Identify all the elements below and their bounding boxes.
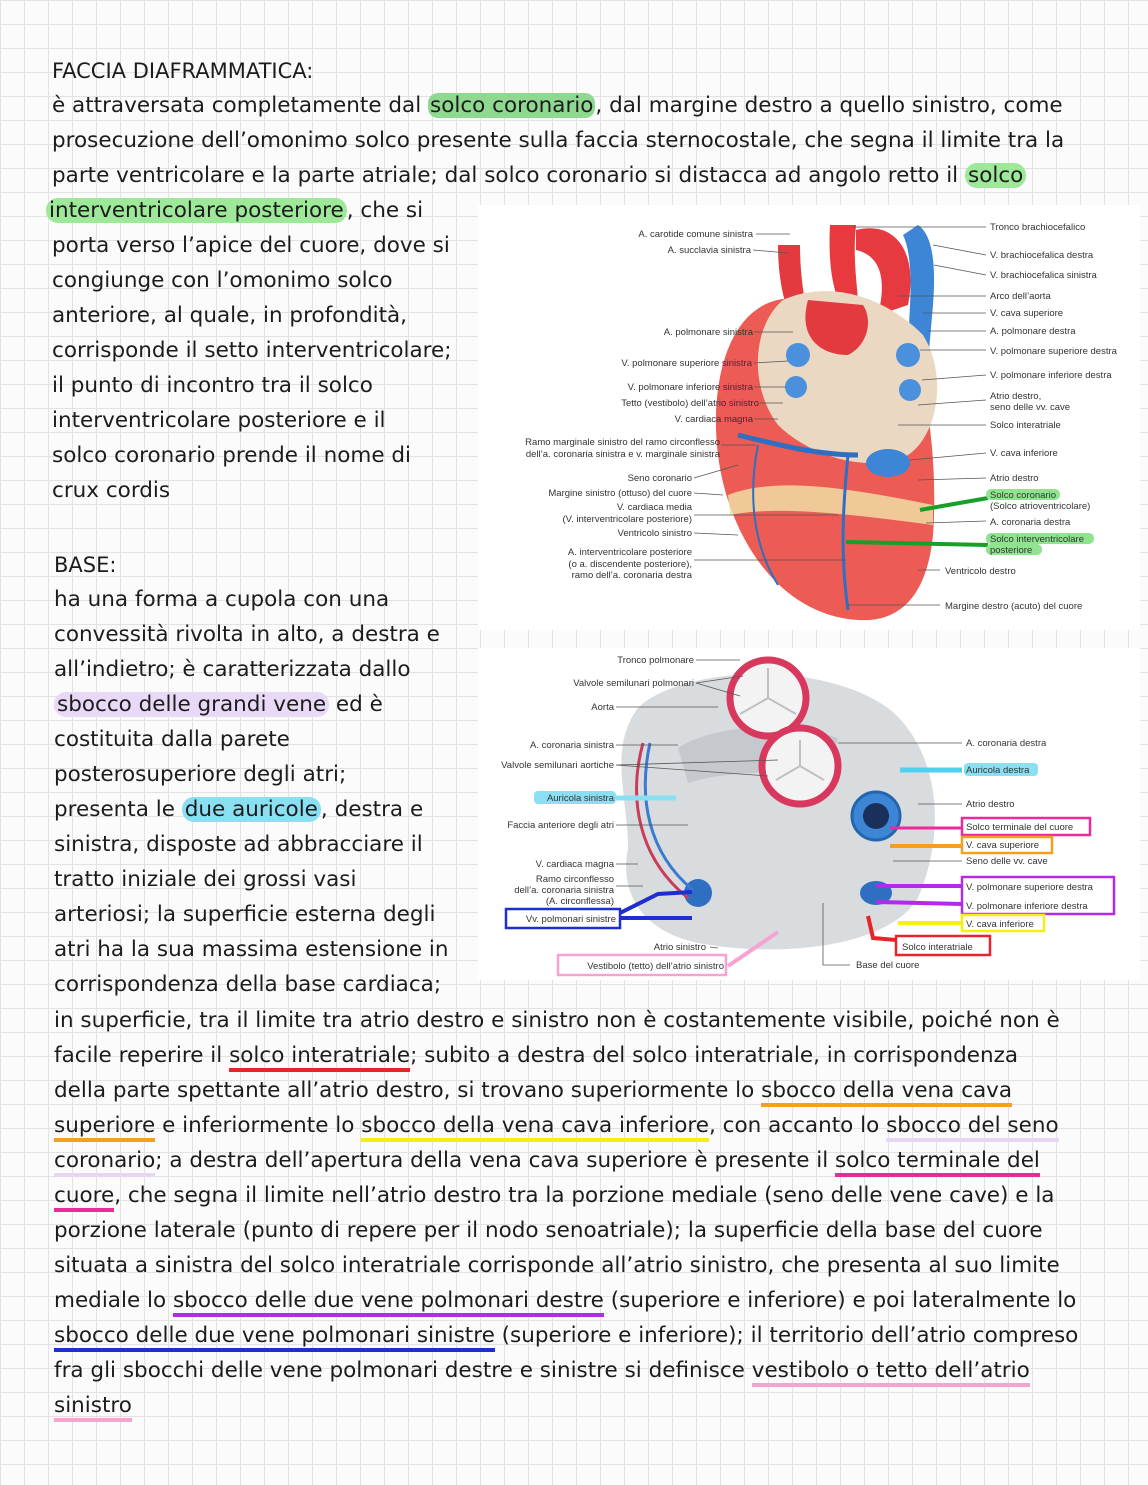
figure-label: V. polmonare superiore destra bbox=[966, 882, 1093, 893]
right-pulmonary-vein-sup bbox=[896, 343, 920, 367]
figure-label: (Solco atrioventricolare) bbox=[990, 501, 1091, 512]
text: fra gli sbocchi delle vene polmonari destre e sinistre si definisce bbox=[54, 1358, 752, 1383]
figure-label: Vestibolo (tetto) dell’atrio sinistro bbox=[587, 961, 724, 972]
figure-label: A. coronaria destra bbox=[966, 738, 1047, 749]
figure-label: dell’a. coronaria sinistra bbox=[514, 885, 614, 896]
text: , che segna il limite nell’atrio destro tra la porzione mediale (seno delle vene cave) e la bbox=[114, 1183, 1055, 1208]
figure-label: V. cardiaca media bbox=[616, 502, 692, 513]
text: ed è bbox=[329, 692, 383, 717]
highlight-due-auricole: due auricole bbox=[182, 797, 321, 822]
text-line: in superficie, tra il limite tra atrio destro e sinistro non è costantemente visibile, poiché non è bbox=[54, 1008, 1060, 1033]
text: , dal margine destro a quello sinistro, come bbox=[595, 93, 1063, 118]
text: ; subito a destra del solco interatriale, in corrispondenza bbox=[410, 1043, 1019, 1068]
inferior-vena-cava-shape bbox=[866, 449, 910, 477]
text-line: sinistra, disposte ad abbracciare il bbox=[54, 832, 423, 857]
text: è attraversata completamente dal bbox=[52, 93, 429, 118]
figure-label: Seno coronario bbox=[627, 473, 692, 484]
figure-label: Atrio destro bbox=[966, 799, 1015, 810]
text-line: anteriore, al quale, in profondità, bbox=[52, 303, 408, 328]
figure-label: Tronco polmonare bbox=[617, 655, 694, 666]
figure-label: Atrio destro, bbox=[990, 391, 1042, 402]
figure-label: Ventricolo sinistro bbox=[617, 528, 692, 539]
highlight-solco-coronario: solco coronario bbox=[430, 93, 594, 118]
figure-label: Atrio sinistro bbox=[653, 942, 706, 953]
underline-seno-coronario: sbocco del seno bbox=[886, 1113, 1059, 1142]
text-line: arteriosi; la superficie esterna degli bbox=[54, 902, 436, 927]
figure-label: (V. interventricolare posteriore) bbox=[562, 514, 692, 525]
text-line: prosecuzione dell’omonimo solco presente sulla faccia sternocostale, che segna il limite tra la bbox=[52, 128, 1065, 153]
underline-cuore: cuore bbox=[54, 1183, 114, 1212]
text-line: crux cordis bbox=[52, 478, 171, 503]
figure-label: seno delle vv. cave bbox=[990, 402, 1071, 413]
underline-vestibolo: vestibolo o tetto dell’atrio bbox=[752, 1358, 1030, 1387]
figure-label: Vv. polmonari sinistre bbox=[525, 914, 616, 925]
figure-label: Atrio destro bbox=[990, 473, 1039, 484]
heading-base: BASE: bbox=[54, 553, 117, 577]
figure-label: Seno delle vv. cave bbox=[966, 856, 1048, 867]
figure-label: Ramo marginale sinistro del ramo circonflesso bbox=[525, 437, 720, 448]
figure-heart-base bbox=[478, 648, 1140, 980]
figure-label: Tronco brachiocefalico bbox=[990, 222, 1086, 233]
text-line: porzione laterale (punto di repere per il nodo senoatriale); la superficie della base del cuore bbox=[54, 1218, 1043, 1243]
text: , destra e bbox=[320, 797, 424, 822]
figure-label: Ramo circonflesso bbox=[535, 874, 614, 885]
paragraph-superficie bbox=[54, 1003, 1078, 1423]
figure-label: Solco interatriale bbox=[902, 942, 973, 953]
figure-label: V. cava superiore bbox=[990, 308, 1064, 319]
figure-label: V. polmonare superiore sinistra bbox=[621, 358, 752, 369]
text-line: all’indietro; è caratterizzata dallo bbox=[54, 657, 411, 682]
text: facile reperire il bbox=[54, 1043, 230, 1068]
text-line: ha una forma a cupola con una bbox=[54, 587, 390, 612]
figure-label: Solco terminale del cuore bbox=[966, 822, 1074, 833]
text: ; a destra dell’apertura della vena cava superiore è presente il bbox=[155, 1148, 836, 1173]
underline-vene-polmonari-sinistre: sbocco delle due vene polmonari sinistre bbox=[54, 1323, 495, 1352]
text: mediale lo bbox=[54, 1288, 173, 1313]
underline-vena-cava-superiore: sbocco della vena cava bbox=[761, 1078, 1012, 1107]
figure-label: A. succlavia sinistra bbox=[667, 245, 751, 256]
underline-sinistro: sinistro bbox=[54, 1393, 132, 1422]
figure-label: V. polmonare inferiore destra bbox=[966, 901, 1088, 912]
figure-label: Valvole semilunari aortiche bbox=[501, 760, 614, 771]
text-line: porta verso l’apice del cuore, dove si bbox=[52, 233, 450, 258]
text-line: corrispondenza della base cardiaca; bbox=[54, 972, 442, 997]
left-pulmonary-vein-inf bbox=[785, 376, 807, 398]
figure-label: Auricola destra bbox=[966, 765, 1030, 776]
svc-lumen bbox=[863, 803, 889, 829]
figure-label: V. polmonare inferiore destra bbox=[990, 370, 1112, 381]
figure-label: Solco interatriale bbox=[990, 420, 1061, 431]
figure-label: V. polmonare superiore destra bbox=[990, 346, 1117, 357]
highlight-solco: solco bbox=[965, 163, 1026, 188]
underline-vene-polmonari-destre: sbocco delle due vene polmonari destre bbox=[173, 1288, 604, 1317]
text-line: solco coronario prende il nome di bbox=[52, 443, 412, 468]
figure-heart-posterior bbox=[478, 205, 1140, 630]
right-pulmonary-vein-inf bbox=[899, 379, 921, 401]
text-line: interventricolare posteriore e il bbox=[52, 408, 386, 433]
figure-label: V. brachiocefalica sinistra bbox=[990, 270, 1097, 281]
figure-label: Base del cuore bbox=[856, 960, 920, 971]
left-pulmonary-vein-sup bbox=[786, 343, 810, 367]
figure1-left-labels bbox=[525, 229, 759, 581]
underline-solco-interatriale: solco interatriale bbox=[229, 1043, 410, 1072]
figure-label: dell’a. coronaria sinistra e v. marginale sinistra bbox=[525, 449, 720, 460]
heading-faccia-diaframmatica: FACCIA DIAFRAMMATICA: bbox=[52, 59, 314, 83]
highlight-sbocco-grandi-vene: sbocco delle grandi vene bbox=[54, 692, 329, 717]
figure-label: Margine sinistro (ottuso) del cuore bbox=[548, 488, 692, 499]
figure-label: Margine destro (acuto) del cuore bbox=[945, 601, 1083, 612]
text-line: situata a sinistra del solco interatriale corrisponde all’atrio sinistro, che presenta al suo limite bbox=[54, 1253, 1060, 1278]
underline-solco-terminale: solco terminale del bbox=[835, 1148, 1040, 1177]
figure-label: ramo dell’a. coronaria destra bbox=[571, 570, 692, 581]
heart-posterior-illustration bbox=[478, 205, 1140, 630]
heart-base-illustration bbox=[478, 648, 1140, 980]
text: presenta le bbox=[54, 797, 182, 822]
underline-superiore: superiore bbox=[54, 1113, 155, 1142]
underline-vena-cava-inferiore: sbocco della vena cava inferiore bbox=[361, 1113, 709, 1142]
text: , con accanto lo bbox=[709, 1113, 887, 1138]
text: (superiore e inferiore); il territorio dell’atrio compreso bbox=[494, 1323, 1079, 1348]
figure-label: A. carotide comune sinistra bbox=[638, 229, 753, 240]
figure-label: V. cava inferiore bbox=[966, 919, 1034, 930]
figure-label: Aorta bbox=[591, 702, 614, 713]
figure-label: V. cardiaca magna bbox=[674, 414, 753, 425]
figure-label: A. coronaria sinistra bbox=[530, 740, 614, 751]
text-line: convessità rivolta in alto, a destra e bbox=[54, 622, 440, 647]
text: della parte spettante all’atrio destro, si trovano superiormente lo bbox=[54, 1078, 762, 1103]
figure-label: Solco interventricolare bbox=[990, 534, 1084, 545]
text-line: corrisponde il setto interventricolare; bbox=[52, 338, 452, 363]
text-line: costituita dalla parete bbox=[54, 727, 290, 752]
text: , che si bbox=[346, 198, 424, 223]
figure-label: (A. circonflessa) bbox=[545, 896, 614, 907]
text-line: il punto di incontro tra il solco bbox=[52, 373, 373, 398]
text: (superiore e inferiore) e poi lateralmente lo bbox=[603, 1288, 1077, 1313]
figure-label: posteriore bbox=[990, 545, 1033, 556]
figure-label: Tetto (vestibolo) dell’atrio sinistro bbox=[621, 398, 759, 409]
figure-label: Ventricolo destro bbox=[945, 566, 1016, 577]
figure-label: Arco dell’aorta bbox=[990, 291, 1051, 302]
figure-label: V. polmonare inferiore sinistra bbox=[627, 382, 753, 393]
figure-label: V. cardiaca magna bbox=[535, 859, 614, 870]
figure-label: (o a. discendente posteriore), bbox=[568, 559, 692, 570]
text-line: tratto iniziale dei grossi vasi bbox=[54, 867, 357, 892]
figure-label: A. polmonare destra bbox=[990, 326, 1076, 337]
figure-label: V. cava superiore bbox=[966, 840, 1040, 851]
text: e inferiormente lo bbox=[155, 1113, 362, 1138]
text: parte ventricolare e la parte atriale; dal solco coronario si distacca ad angolo retto il bbox=[52, 163, 965, 188]
text-line: posterosuperiore degli atri; bbox=[54, 762, 347, 787]
text-line: congiunge con l’omonimo solco bbox=[52, 268, 393, 293]
figure-label: V. brachiocefalica destra bbox=[990, 250, 1094, 261]
figure-label: Valvole semilunari polmonari bbox=[573, 678, 694, 689]
figure-label: Auricola sinistra bbox=[546, 793, 614, 804]
figure-label: A. polmonare sinistra bbox=[663, 327, 753, 338]
figure-label: V. cava inferiore bbox=[990, 448, 1058, 459]
text-line: atri ha la sua massima estensione in bbox=[54, 937, 449, 962]
figure1-right-labels bbox=[945, 222, 1118, 612]
figure-label: Faccia anteriore degli atri bbox=[507, 820, 614, 831]
underline-coronario: coronario bbox=[54, 1148, 155, 1177]
figure-label: A. coronaria destra bbox=[990, 517, 1071, 528]
highlight-interventricolare-posteriore: interventricolare posteriore bbox=[46, 198, 347, 223]
figure-label: Solco coronario bbox=[990, 490, 1057, 501]
brachiocephalic-trunk-shape bbox=[830, 225, 858, 300]
figure-label: A. interventricolare posteriore bbox=[567, 547, 692, 558]
paragraph-base bbox=[54, 582, 449, 1002]
